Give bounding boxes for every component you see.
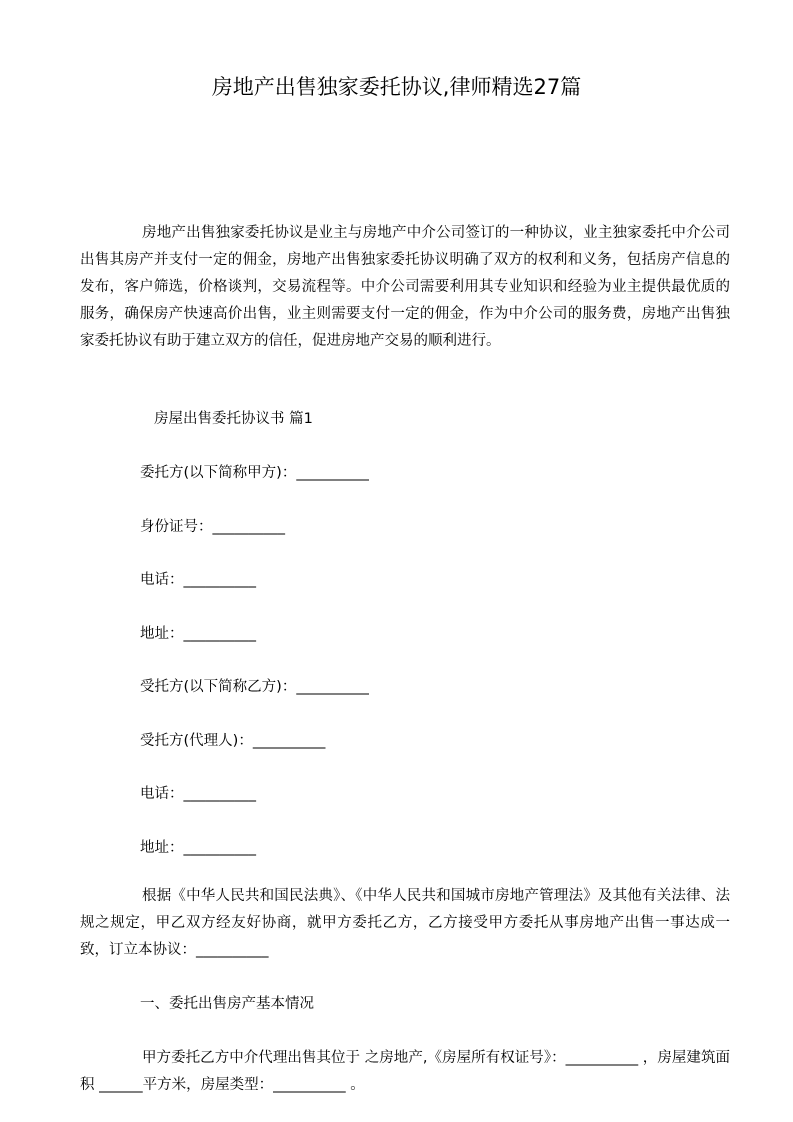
section-heading: 房屋出售委托协议书 篇1 <box>154 411 313 427</box>
document-title: 房地产出售独家委托协议,律师精选27篇 <box>211 75 582 99</box>
field-client: 委托方(以下简称甲方)：__________ <box>140 465 369 481</box>
field-phone-agent: 电话：__________ <box>140 786 256 802</box>
field-phone-client: 电话：__________ <box>140 572 256 588</box>
field-address-agent: 地址：__________ <box>140 840 256 856</box>
field-agent: 受托方(以下简称乙方)：__________ <box>140 679 369 695</box>
field-address-client: 地址：__________ <box>140 626 256 642</box>
intro-paragraph: 房地产出售独家委托协议是业主与房地产中介公司签订的一种协议，业主独家委托中介公司出售其房产并支付一定的佣金，房地产出售独家委托协议明确了双方的权利和义务，包括房产信息的发布，客户筛选，价格谈判，交易流程等。中介公司需要利用其专业知识和经验为业主提供最优质的服务，确保房产快速高价出售，业主则需要支付一定的佣金，作为中介公司的服务费，房地产出售独家委托协议有助于建立双方的信任，促进房地产交易的顺利进行。 <box>80 225 730 349</box>
article1-paragraph: 甲方委托乙方中介代理出售其位于 之房地产,《房屋所有权证号》：__________ ，房屋建筑面积 ______平方米，房屋类型：__________ 。 <box>80 1050 730 1093</box>
article1-heading: 一、委托出售房产基本情况 <box>140 996 314 1012</box>
field-id-number: 身份证号：__________ <box>140 519 285 535</box>
basis-paragraph: 根据《中华人民共和国民法典》、《中华人民共和国城市房地产管理法》及其他有关法律、法规之规定，甲乙双方经友好协商，就甲方委托乙方，乙方接受甲方委托从事房地产出售一事达成一致，订立本协议：__________ <box>80 888 730 958</box>
field-agent-representative: 受托方(代理人)：__________ <box>140 733 326 749</box>
